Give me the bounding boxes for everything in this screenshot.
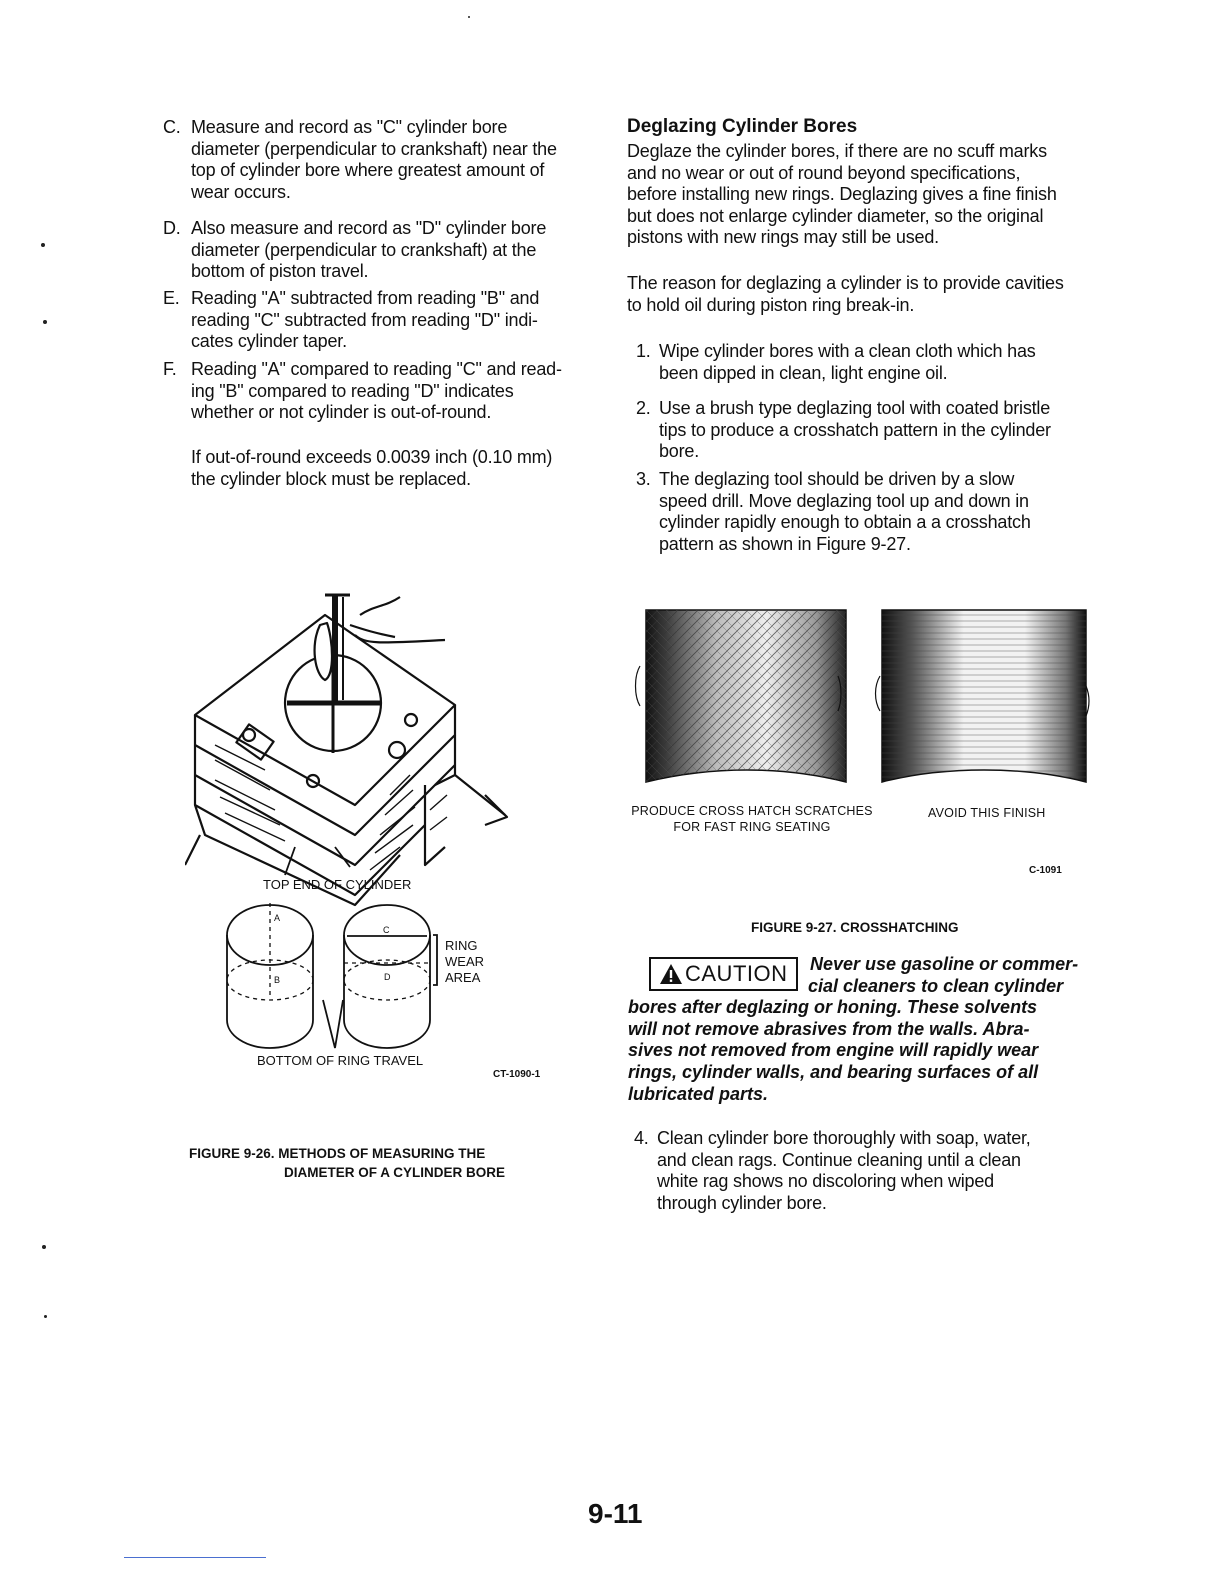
crosshatch-good-illustration bbox=[632, 606, 850, 788]
line: bore. bbox=[659, 441, 700, 461]
scan-speck bbox=[44, 1315, 47, 1318]
caption-line: DIAMETER OF A CYLINDER BORE bbox=[284, 1165, 506, 1180]
avoid-finish-illustration bbox=[874, 606, 1092, 788]
line: cates cylinder taper. bbox=[191, 331, 347, 351]
figure-927-caption: FIGURE 9-27. CROSSHATCHING bbox=[751, 920, 959, 935]
caution-text-top bbox=[808, 954, 1098, 997]
line: before installing new rings. Deglazing gives a fine finish bbox=[627, 184, 1057, 204]
line: The deglazing tool should be driven by a slow bbox=[659, 469, 1015, 489]
line: lubricated parts. bbox=[628, 1083, 769, 1104]
line: sives not removed from engine will rapidly wear bbox=[628, 1040, 1039, 1061]
step-text bbox=[659, 341, 1036, 384]
step-label: 3. bbox=[636, 469, 651, 489]
line: diameter (perpendicular to crankshaft) at the bbox=[191, 239, 537, 260]
caution-badge-text: CAUTION bbox=[685, 961, 788, 986]
line: the cylinder block must be replaced. bbox=[191, 468, 471, 489]
deglazing-intro bbox=[627, 141, 1097, 249]
step-label: 1. bbox=[636, 341, 651, 361]
line: tips to produce a crosshatch pattern in the cylinder bbox=[659, 419, 1051, 440]
line: Reading "A" subtracted from reading "B" and bbox=[191, 288, 540, 308]
step-label: F. bbox=[163, 359, 177, 379]
line: rings, cylinder walls, and bearing surfaces of all bbox=[628, 1062, 1039, 1083]
ring-wear-label-2: WEAR bbox=[445, 954, 484, 969]
caution-text-body bbox=[628, 997, 1098, 1106]
line: bores after deglazing or honing. These solvents bbox=[628, 997, 1038, 1017]
warning-triangle-icon bbox=[659, 963, 683, 985]
step-label: D. bbox=[163, 218, 181, 238]
scan-speck bbox=[41, 243, 45, 247]
letter-b: B bbox=[274, 975, 281, 985]
line: Use a brush type deglazing tool with coated bristle bbox=[659, 398, 1051, 418]
line: cylinder rapidly enough to obtain a a crosshatch bbox=[659, 512, 1031, 532]
step-text bbox=[659, 469, 1031, 555]
line: The reason for deglazing a cylinder is to provide cavities bbox=[627, 273, 1064, 293]
ring-wear-label-3: AREA bbox=[445, 970, 481, 985]
caution-badge bbox=[649, 957, 798, 991]
line: white rag shows no discoloring when wiped bbox=[657, 1171, 994, 1191]
line: pattern as shown in Figure 9-27. bbox=[659, 533, 911, 554]
step-label: 4. bbox=[634, 1128, 649, 1148]
scan-speck bbox=[43, 320, 47, 324]
deglazing-heading: Deglazing Cylinder Bores bbox=[627, 116, 858, 137]
figure-927-code: C-1091 bbox=[1029, 865, 1062, 876]
scan-speck bbox=[42, 1245, 46, 1249]
letter-d: D bbox=[384, 972, 391, 982]
line: been dipped in clean, light engine oil. bbox=[659, 362, 948, 383]
letter-a: A bbox=[274, 913, 281, 923]
step-text bbox=[659, 398, 1051, 463]
label-line: PRODUCE CROSS HATCH SCRATCHES bbox=[631, 804, 873, 818]
line: reading "C" subtracted from reading "D" indi- bbox=[191, 309, 538, 330]
line: Measure and record as "C" cylinder bore bbox=[191, 117, 508, 137]
line: through cylinder bore. bbox=[657, 1192, 827, 1213]
line: bottom of piston travel. bbox=[191, 261, 369, 281]
deglazing-reason bbox=[627, 273, 1097, 316]
line: but does not enlarge cylinder diameter, so the original bbox=[627, 205, 1044, 226]
step-text bbox=[191, 218, 546, 283]
line: speed drill. Move deglazing tool up and down in bbox=[659, 490, 1029, 511]
line: Also measure and record as "D" cylinder bore bbox=[191, 218, 547, 238]
letter-c: C bbox=[383, 925, 390, 935]
line: and no wear or out of round beyond specifications, bbox=[627, 162, 1021, 183]
line: wear occurs. bbox=[191, 181, 291, 202]
line: Reading "A" compared to reading "C" and read- bbox=[191, 359, 562, 379]
crosshatch-good-label bbox=[622, 803, 882, 835]
page-number: 9-11 bbox=[588, 1498, 643, 1529]
line: Clean cylinder bore thoroughly with soap, water, bbox=[657, 1128, 1031, 1148]
cylinder-measurement-illustration bbox=[185, 585, 545, 1085]
line: to hold oil during piston ring break-in. bbox=[627, 294, 915, 315]
line: will not remove abrasives from the walls. Abra- bbox=[628, 1018, 1030, 1039]
step-text bbox=[191, 359, 562, 424]
ring-wear-label-1: RING bbox=[445, 938, 478, 953]
line: whether or not cylinder is out-of-round. bbox=[191, 402, 492, 422]
step-text bbox=[657, 1128, 1031, 1214]
out-of-round-note bbox=[191, 447, 601, 490]
line: Wipe cylinder bores with a clean cloth which has bbox=[659, 341, 1036, 361]
scan-speck bbox=[468, 16, 470, 18]
line: If out-of-round exceeds 0.0039 inch (0.10 mm) bbox=[191, 447, 553, 467]
caption-line: FIGURE 9-26. METHODS OF MEASURING THE bbox=[189, 1146, 486, 1161]
step-label: C. bbox=[163, 117, 181, 137]
figure-926-caption bbox=[189, 1144, 589, 1182]
cylinder-block-drawing bbox=[185, 595, 507, 905]
line: ing "B" compared to reading "D" indicates bbox=[191, 380, 514, 401]
line: Never use gasoline or commer- bbox=[810, 954, 1079, 974]
step-label: E. bbox=[163, 288, 180, 308]
label-line: FOR FAST RING SEATING bbox=[673, 820, 831, 834]
line: diameter (perpendicular to crankshaft) near the bbox=[191, 138, 557, 159]
step-label: 2. bbox=[636, 398, 651, 418]
line: and clean rags. Continue cleaning until a clean bbox=[657, 1149, 1021, 1170]
line: top of cylinder bore where greatest amount of bbox=[191, 160, 545, 180]
avoid-finish-label: AVOID THIS FINISH bbox=[928, 806, 1046, 820]
figure-926-code: CT-1090-1 bbox=[493, 1069, 541, 1080]
step-text bbox=[191, 288, 539, 353]
bottom-rule bbox=[124, 1557, 266, 1558]
top-end-label: TOP END OF CYLINDER bbox=[263, 877, 412, 892]
step-text bbox=[191, 117, 557, 203]
line: cial cleaners to clean cylinder bbox=[808, 975, 1064, 996]
line: Deglaze the cylinder bores, if there are no scuff marks bbox=[627, 141, 1047, 161]
bottom-ring-travel-label: BOTTOM OF RING TRAVEL bbox=[257, 1053, 424, 1068]
line: pistons with new rings may still be used. bbox=[627, 227, 939, 247]
